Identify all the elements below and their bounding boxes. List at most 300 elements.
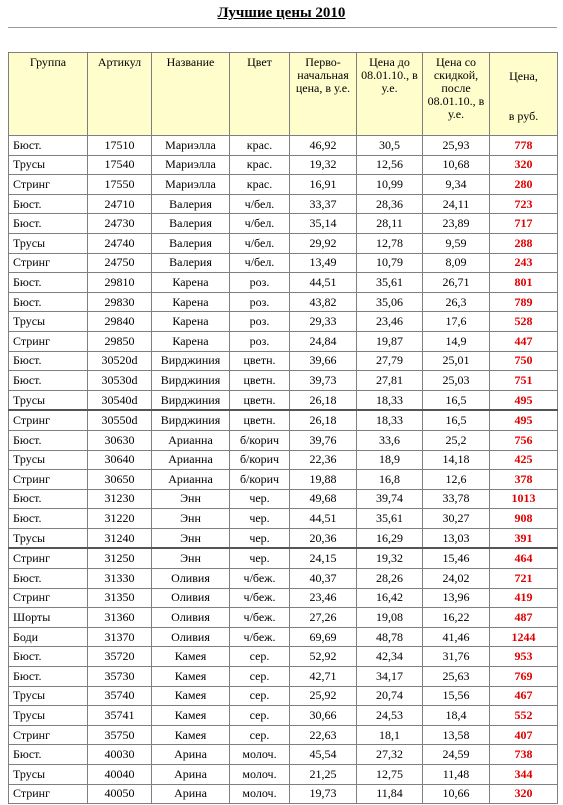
cell-color: чер. <box>230 509 290 529</box>
cell-article: 30520d <box>88 351 152 371</box>
cell-initial-price: 29,92 <box>290 233 357 253</box>
table-row <box>9 371 558 391</box>
cell-discount-price: 17,6 <box>423 312 490 332</box>
cell-price-rub: 495 <box>490 390 558 410</box>
cell-article: 31360 <box>88 608 152 628</box>
header-name: Название <box>152 53 230 136</box>
cell-group: Бюст. <box>9 214 88 234</box>
cell-color: цветн. <box>230 410 290 430</box>
table-row <box>9 194 558 214</box>
cell-color: сер. <box>230 706 290 726</box>
table-row <box>9 588 558 608</box>
table-row <box>9 233 558 253</box>
cell-color: роз. <box>230 312 290 332</box>
cell-price-rub: 751 <box>490 371 558 391</box>
cell-price-before: 33,6 <box>357 430 423 450</box>
cell-name: Карена <box>152 331 230 351</box>
cell-price-rub: 447 <box>490 331 558 351</box>
cell-price-before: 12,78 <box>357 233 423 253</box>
cell-initial-price: 52,92 <box>290 647 357 667</box>
cell-name: Камея <box>152 667 230 687</box>
cell-price-rub: 378 <box>490 470 558 490</box>
cell-name: Мариэлла <box>152 155 230 175</box>
table-row <box>9 351 558 371</box>
cell-group: Бюст. <box>9 351 88 371</box>
cell-article: 30530d <box>88 371 152 391</box>
cell-article: 24710 <box>88 194 152 214</box>
cell-initial-price: 19,32 <box>290 155 357 175</box>
cell-price-rub: 1244 <box>490 627 558 647</box>
cell-color: крас. <box>230 136 290 156</box>
cell-discount-price: 24,59 <box>423 745 490 765</box>
table-row <box>9 312 558 332</box>
cell-discount-price: 15,56 <box>423 686 490 706</box>
cell-discount-price: 23,89 <box>423 214 490 234</box>
cell-initial-price: 44,51 <box>290 273 357 293</box>
cell-price-rub: 738 <box>490 745 558 765</box>
cell-group: Бюст. <box>9 371 88 391</box>
cell-price-rub: 243 <box>490 253 558 273</box>
cell-initial-price: 20,36 <box>290 528 357 548</box>
cell-group: Трусы <box>9 528 88 548</box>
table-header-row <box>9 53 558 136</box>
header-color: Цвет <box>230 53 290 136</box>
page-title: Лучшие цены 2010 <box>217 5 346 21</box>
cell-price-rub: 467 <box>490 686 558 706</box>
cell-price-rub: 495 <box>490 410 558 430</box>
cell-initial-price: 13,49 <box>290 253 357 273</box>
cell-price-before: 18,33 <box>357 410 423 430</box>
cell-article: 29850 <box>88 331 152 351</box>
cell-color: сер. <box>230 647 290 667</box>
cell-group: Стринг <box>9 331 88 351</box>
cell-price-before: 42,34 <box>357 647 423 667</box>
cell-color: роз. <box>230 292 290 312</box>
cell-discount-price: 24,02 <box>423 569 490 589</box>
cell-price-before: 35,06 <box>357 292 423 312</box>
cell-price-before: 10,99 <box>357 175 423 195</box>
cell-group: Стринг <box>9 175 88 195</box>
cell-initial-price: 26,18 <box>290 410 357 430</box>
table-row <box>9 765 558 785</box>
cell-price-before: 27,81 <box>357 371 423 391</box>
cell-name: Карена <box>152 292 230 312</box>
cell-price-rub: 756 <box>490 430 558 450</box>
cell-color: чер. <box>230 489 290 509</box>
cell-group: Бюст. <box>9 509 88 529</box>
cell-color: цветн. <box>230 351 290 371</box>
cell-discount-price: 10,68 <box>423 155 490 175</box>
cell-price-rub: 750 <box>490 351 558 371</box>
cell-discount-price: 16,5 <box>423 390 490 410</box>
cell-price-before: 35,61 <box>357 273 423 293</box>
cell-discount-price: 26,3 <box>423 292 490 312</box>
table-row <box>9 667 558 687</box>
cell-color: ч/беж. <box>230 627 290 647</box>
cell-article: 31230 <box>88 489 152 509</box>
cell-article: 29840 <box>88 312 152 332</box>
cell-color: молоч. <box>230 784 290 804</box>
cell-price-rub: 320 <box>490 784 558 804</box>
header-discount-price: Цена со скидкой, после 08.01.10., в у.е. <box>423 53 490 136</box>
cell-discount-price: 25,93 <box>423 136 490 156</box>
cell-group: Бюст. <box>9 136 88 156</box>
table-row <box>9 214 558 234</box>
cell-name: Валерия <box>152 194 230 214</box>
cell-name: Оливия <box>152 569 230 589</box>
table-row <box>9 608 558 628</box>
cell-discount-price: 30,27 <box>423 509 490 529</box>
table-row <box>9 155 558 175</box>
cell-article: 30630 <box>88 430 152 450</box>
cell-group: Стринг <box>9 470 88 490</box>
table-row <box>9 331 558 351</box>
cell-initial-price: 24,84 <box>290 331 357 351</box>
cell-group: Трусы <box>9 450 88 470</box>
cell-initial-price: 49,68 <box>290 489 357 509</box>
cell-price-rub: 391 <box>490 528 558 548</box>
cell-discount-price: 25,03 <box>423 371 490 391</box>
cell-price-rub: 419 <box>490 588 558 608</box>
cell-discount-price: 13,58 <box>423 725 490 745</box>
cell-price-rub: 288 <box>490 233 558 253</box>
cell-name: Вирджиния <box>152 351 230 371</box>
cell-price-before: 48,78 <box>357 627 423 647</box>
cell-price-rub: 1013 <box>490 489 558 509</box>
cell-article: 24730 <box>88 214 152 234</box>
cell-name: Камея <box>152 686 230 706</box>
cell-price-rub: 723 <box>490 194 558 214</box>
cell-name: Вирджиния <box>152 371 230 391</box>
cell-price-before: 12,75 <box>357 765 423 785</box>
cell-name: Оливия <box>152 588 230 608</box>
table-row <box>9 430 558 450</box>
cell-article: 40030 <box>88 745 152 765</box>
cell-group: Бюст. <box>9 667 88 687</box>
cell-name: Валерия <box>152 214 230 234</box>
cell-article: 31250 <box>88 548 152 568</box>
cell-price-before: 12,56 <box>357 155 423 175</box>
cell-discount-price: 9,59 <box>423 233 490 253</box>
cell-color: чер. <box>230 528 290 548</box>
cell-price-before: 35,61 <box>357 509 423 529</box>
cell-name: Энн <box>152 509 230 529</box>
table-row <box>9 410 558 430</box>
cell-discount-price: 8,09 <box>423 253 490 273</box>
cell-discount-price: 18,4 <box>423 706 490 726</box>
cell-price-rub: 487 <box>490 608 558 628</box>
cell-article: 30640 <box>88 450 152 470</box>
cell-article: 29810 <box>88 273 152 293</box>
cell-discount-price: 25,63 <box>423 667 490 687</box>
cell-color: ч/бел. <box>230 233 290 253</box>
table-row <box>9 253 558 273</box>
cell-discount-price: 33,78 <box>423 489 490 509</box>
header-price-rub-line2: в руб. <box>508 109 539 123</box>
cell-color: молоч. <box>230 765 290 785</box>
cell-initial-price: 21,25 <box>290 765 357 785</box>
cell-group: Бюст. <box>9 273 88 293</box>
cell-price-rub: 778 <box>490 136 558 156</box>
cell-discount-price: 15,46 <box>423 548 490 568</box>
cell-article: 30550d <box>88 410 152 430</box>
cell-article: 40050 <box>88 784 152 804</box>
table-row <box>9 569 558 589</box>
cell-price-before: 18,9 <box>357 450 423 470</box>
cell-group: Бюст. <box>9 489 88 509</box>
header-price-rub <box>490 53 558 136</box>
cell-discount-price: 14,18 <box>423 450 490 470</box>
cell-initial-price: 40,37 <box>290 569 357 589</box>
cell-group: Боди <box>9 627 88 647</box>
price-table <box>8 52 558 804</box>
cell-color: роз. <box>230 273 290 293</box>
cell-color: ч/бел. <box>230 253 290 273</box>
cell-price-before: 20,74 <box>357 686 423 706</box>
cell-price-rub: 407 <box>490 725 558 745</box>
cell-name: Арина <box>152 745 230 765</box>
cell-name: Валерия <box>152 253 230 273</box>
cell-price-rub: 953 <box>490 647 558 667</box>
cell-group: Бюст. <box>9 745 88 765</box>
cell-name: Камея <box>152 647 230 667</box>
cell-group: Трусы <box>9 155 88 175</box>
table-row <box>9 725 558 745</box>
cell-initial-price: 19,88 <box>290 470 357 490</box>
cell-color: ч/беж. <box>230 608 290 628</box>
cell-name: Камея <box>152 725 230 745</box>
cell-name: Вирджиния <box>152 410 230 430</box>
cell-discount-price: 41,46 <box>423 627 490 647</box>
table-row <box>9 489 558 509</box>
cell-price-before: 27,79 <box>357 351 423 371</box>
cell-discount-price: 13,03 <box>423 528 490 548</box>
cell-discount-price: 26,71 <box>423 273 490 293</box>
cell-price-before: 28,36 <box>357 194 423 214</box>
cell-article: 31220 <box>88 509 152 529</box>
table-row <box>9 175 558 195</box>
cell-group: Трусы <box>9 765 88 785</box>
cell-price-before: 19,08 <box>357 608 423 628</box>
cell-initial-price: 35,14 <box>290 214 357 234</box>
table-row <box>9 548 558 568</box>
cell-price-before: 19,32 <box>357 548 423 568</box>
cell-initial-price: 44,51 <box>290 509 357 529</box>
cell-name: Арианна <box>152 470 230 490</box>
table-body <box>9 136 558 804</box>
title-divider <box>8 27 557 28</box>
cell-color: чер. <box>230 548 290 568</box>
table-row <box>9 528 558 548</box>
cell-initial-price: 39,66 <box>290 351 357 371</box>
cell-color: ч/беж. <box>230 588 290 608</box>
cell-initial-price: 43,82 <box>290 292 357 312</box>
cell-article: 35741 <box>88 706 152 726</box>
cell-discount-price: 25,01 <box>423 351 490 371</box>
cell-article: 31370 <box>88 627 152 647</box>
table-row <box>9 706 558 726</box>
cell-initial-price: 42,71 <box>290 667 357 687</box>
cell-discount-price: 11,48 <box>423 765 490 785</box>
cell-initial-price: 16,91 <box>290 175 357 195</box>
cell-initial-price: 24,15 <box>290 548 357 568</box>
cell-initial-price: 25,92 <box>290 686 357 706</box>
cell-article: 24740 <box>88 233 152 253</box>
cell-color: крас. <box>230 155 290 175</box>
cell-group: Бюст. <box>9 292 88 312</box>
cell-group: Стринг <box>9 410 88 430</box>
cell-initial-price: 26,18 <box>290 390 357 410</box>
cell-name: Энн <box>152 548 230 568</box>
cell-group: Бюст. <box>9 647 88 667</box>
cell-price-before: 16,29 <box>357 528 423 548</box>
table-row <box>9 273 558 293</box>
cell-price-rub: 464 <box>490 548 558 568</box>
cell-price-before: 16,8 <box>357 470 423 490</box>
cell-price-rub: 789 <box>490 292 558 312</box>
cell-name: Энн <box>152 528 230 548</box>
header-initial-price: Перво-начальная цена, в у.е. <box>290 53 357 136</box>
cell-group: Стринг <box>9 588 88 608</box>
cell-price-rub: 320 <box>490 155 558 175</box>
cell-price-before: 28,26 <box>357 569 423 589</box>
cell-group: Стринг <box>9 725 88 745</box>
cell-price-rub: 552 <box>490 706 558 726</box>
table-row <box>9 509 558 529</box>
cell-price-rub: 528 <box>490 312 558 332</box>
cell-group: Бюст. <box>9 430 88 450</box>
cell-discount-price: 14,9 <box>423 331 490 351</box>
cell-color: сер. <box>230 686 290 706</box>
cell-initial-price: 22,36 <box>290 450 357 470</box>
cell-name: Арианна <box>152 430 230 450</box>
cell-article: 35740 <box>88 686 152 706</box>
cell-article: 35720 <box>88 647 152 667</box>
cell-article: 31350 <box>88 588 152 608</box>
table-row <box>9 647 558 667</box>
cell-discount-price: 13,96 <box>423 588 490 608</box>
cell-initial-price: 39,76 <box>290 430 357 450</box>
cell-group: Трусы <box>9 706 88 726</box>
cell-discount-price: 16,22 <box>423 608 490 628</box>
cell-initial-price: 30,66 <box>290 706 357 726</box>
cell-color: роз. <box>230 331 290 351</box>
cell-article: 30650 <box>88 470 152 490</box>
cell-name: Оливия <box>152 608 230 628</box>
cell-group: Трусы <box>9 233 88 253</box>
cell-price-before: 34,17 <box>357 667 423 687</box>
header-price-rub-line1: Цена, <box>509 69 538 83</box>
cell-group: Бюст. <box>9 194 88 214</box>
cell-discount-price: 16,5 <box>423 410 490 430</box>
cell-color: ч/беж. <box>230 569 290 589</box>
cell-group: Стринг <box>9 548 88 568</box>
cell-name: Карена <box>152 312 230 332</box>
cell-article: 17550 <box>88 175 152 195</box>
table-row <box>9 136 558 156</box>
cell-price-before: 18,1 <box>357 725 423 745</box>
cell-price-before: 18,33 <box>357 390 423 410</box>
cell-color: цветн. <box>230 371 290 391</box>
cell-discount-price: 24,11 <box>423 194 490 214</box>
cell-price-rub: 280 <box>490 175 558 195</box>
cell-price-before: 19,87 <box>357 331 423 351</box>
table-row <box>9 390 558 410</box>
table-row <box>9 292 558 312</box>
cell-name: Арина <box>152 765 230 785</box>
cell-discount-price: 9,34 <box>423 175 490 195</box>
cell-article: 31330 <box>88 569 152 589</box>
cell-group: Стринг <box>9 784 88 804</box>
cell-price-before: 24,53 <box>357 706 423 726</box>
cell-article: 30540d <box>88 390 152 410</box>
table-row <box>9 686 558 706</box>
cell-color: сер. <box>230 667 290 687</box>
table-row <box>9 784 558 804</box>
cell-initial-price: 29,33 <box>290 312 357 332</box>
cell-price-before: 23,46 <box>357 312 423 332</box>
header-group: Группа <box>9 53 88 136</box>
cell-color: цветн. <box>230 390 290 410</box>
cell-name: Вирджиния <box>152 390 230 410</box>
cell-color: б/корич <box>230 450 290 470</box>
cell-initial-price: 69,69 <box>290 627 357 647</box>
header-price-before: Цена до 08.01.10., в у.е. <box>357 53 423 136</box>
cell-initial-price: 33,37 <box>290 194 357 214</box>
cell-name: Арина <box>152 784 230 804</box>
cell-price-rub: 344 <box>490 765 558 785</box>
cell-color: ч/бел. <box>230 194 290 214</box>
cell-initial-price: 22,63 <box>290 725 357 745</box>
cell-price-rub: 721 <box>490 569 558 589</box>
cell-price-rub: 908 <box>490 509 558 529</box>
cell-group: Бюст. <box>9 569 88 589</box>
cell-article: 17540 <box>88 155 152 175</box>
cell-discount-price: 31,76 <box>423 647 490 667</box>
table-row <box>9 745 558 765</box>
cell-initial-price: 45,54 <box>290 745 357 765</box>
cell-color: крас. <box>230 175 290 195</box>
cell-name: Валерия <box>152 233 230 253</box>
cell-price-before: 39,74 <box>357 489 423 509</box>
cell-initial-price: 23,46 <box>290 588 357 608</box>
cell-price-rub: 717 <box>490 214 558 234</box>
cell-price-before: 30,5 <box>357 136 423 156</box>
cell-price-rub: 425 <box>490 450 558 470</box>
cell-group: Трусы <box>9 312 88 332</box>
cell-color: ч/бел. <box>230 214 290 234</box>
cell-discount-price: 12,6 <box>423 470 490 490</box>
cell-initial-price: 27,26 <box>290 608 357 628</box>
cell-price-before: 16,42 <box>357 588 423 608</box>
cell-article: 40040 <box>88 765 152 785</box>
cell-initial-price: 19,73 <box>290 784 357 804</box>
cell-color: б/корич <box>230 430 290 450</box>
cell-name: Камея <box>152 706 230 726</box>
cell-initial-price: 46,92 <box>290 136 357 156</box>
cell-article: 35750 <box>88 725 152 745</box>
cell-color: б/корич <box>230 470 290 490</box>
cell-group: Трусы <box>9 686 88 706</box>
cell-group: Шорты <box>9 608 88 628</box>
cell-article: 35730 <box>88 667 152 687</box>
cell-discount-price: 10,66 <box>423 784 490 804</box>
header-article: Артикул <box>88 53 152 136</box>
cell-price-before: 10,79 <box>357 253 423 273</box>
cell-group: Стринг <box>9 253 88 273</box>
cell-name: Энн <box>152 489 230 509</box>
cell-color: молоч. <box>230 745 290 765</box>
